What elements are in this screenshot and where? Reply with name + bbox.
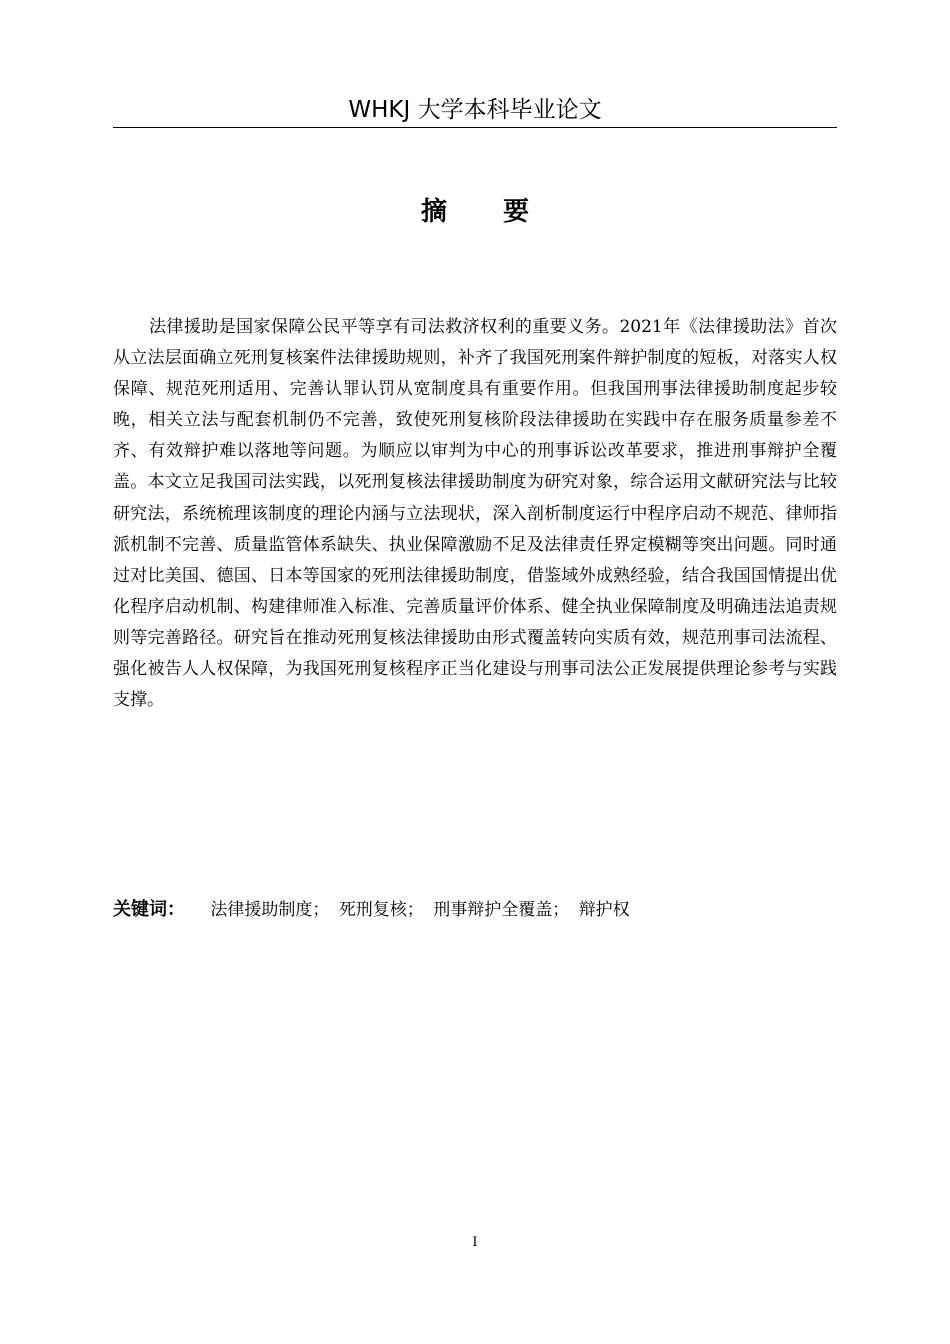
thesis-header-title: WHKJ 大学本科毕业论文	[348, 97, 602, 123]
header-divider	[113, 127, 837, 128]
keywords-line	[113, 895, 837, 925]
keyword-item: 刑事辩护全覆盖；	[433, 900, 570, 920]
keyword-item: 辩护权	[578, 900, 630, 920]
abstract-heading-char: 摘	[420, 197, 447, 227]
abstract-heading-char: 要	[503, 197, 530, 227]
keyword-item: 法律援助制度；	[210, 900, 330, 920]
keyword-item: 死刑复核；	[338, 900, 424, 920]
keywords-label: 关键词：	[113, 899, 185, 920]
abstract-body: 法律援助是国家保障公民平等享有司法救济权利的重要义务。2021年《法律援助法》首次从立法层面确立死刑复核案件法律援助规则，补齐了我国死刑案件辩护制度的短板，对落实人权保障、规范死刑适用、完善认罪认罚从宽制度具有重要作用。但我国刑事法律援助制度起步较晚，相关立法与配套机制仍不完善，致使死刑复核阶段法律援助在实践中存在服务质量参差不齐、有效辩护难以落地等问题。为顺应以审判为中心的刑事诉讼改革要求，推进刑事辩护全覆盖。本文立足我国司法实践，以死刑复核法律援助制度为研究对象，综合运用文献研究法与比较研究法，系统梳理该制度的理论内涵与立法现状，深入剖析制度运行中程序启动不规范、律师指派机制不完善、质量监管体系缺失、执业保障激励不足及法律责任界定模糊等突出问题。同时通过对比美国、德国、日本等国家的死刑法律援助制度，借鉴域外成熟经验，结合我国国情提出优化程序启动机制、构建律师准入标准、完善质量评价体系、健全执业保障制度及明确违法追责规则等完善路径。研究旨在推动死刑复核法律援助由形式覆盖转向实质有效，规范刑事司法流程、强化被告人人权保障，为我国死刑复核程序正当化建设与刑事司法公正发展提供理论参考与实践支撑。	[113, 317, 837, 711]
abstract-heading	[0, 192, 950, 232]
page-number: I	[472, 1235, 478, 1250]
